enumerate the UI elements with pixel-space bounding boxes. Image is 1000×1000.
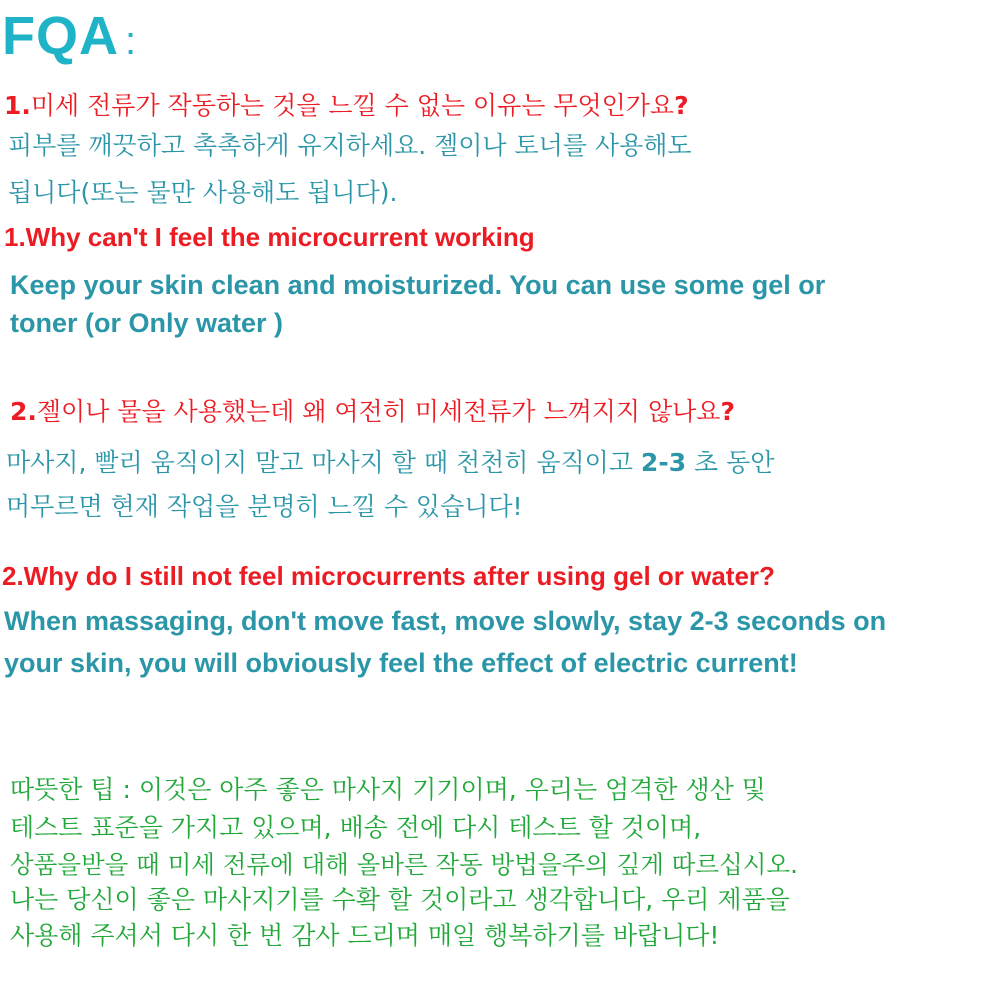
- q1-kr-answer-line1: 피부를 깨끗하고 촉촉하게 유지하세요. 젤이나 토너를 사용해도: [8, 131, 692, 160]
- q1-en-answer-line2: toner (or Only water ): [10, 308, 284, 338]
- q2-kr-question-mark: ?: [720, 397, 735, 426]
- tip-line5: 사용해 주셔서 다시 한 번 감사 드리며 매일 행복하기를 바랍니다!: [10, 921, 720, 950]
- q2-kr-answer-line2: 머무르면 현재 작업을 분명히 느낄 수 있습니다!: [6, 492, 523, 521]
- q1-kr-answer-line2: 됩니다(또는 물만 사용해도 됩니다).: [8, 178, 398, 207]
- q2-kr-answer-line1: [6, 443, 774, 479]
- q2-en-question: 2.Why do I still not feel microcurrents after using gel or water?: [2, 561, 775, 591]
- q1-kr-number: 1.: [4, 91, 31, 120]
- title-colon: :: [125, 19, 138, 63]
- q2-kr-answer-part-c: 초 동안: [686, 448, 775, 477]
- q1-kr-question: [4, 86, 689, 122]
- q1-en-answer-line1: Keep your skin clean and moisturized. You can use some gel or: [10, 270, 826, 300]
- q1-kr-question-text: 미세 전류가 작동하는 것을 느낄 수 없는 이유는 무엇인가요: [30, 91, 675, 120]
- q2-kr-answer-part-a: 마사지, 빨리 움직이지 말고 마사지 할 때 천천히 움직이고: [6, 448, 641, 477]
- tip-line2: 테스트 표준을 가지고 있으며, 배송 전에 다시 테스트 할 것이며,: [10, 813, 702, 842]
- title-text: FQA: [2, 6, 119, 66]
- q2-kr-answer-seconds: 2-3: [640, 448, 687, 477]
- tip-line3: 상품을받을 때 미세 전류에 대해 올바른 작동 방법을주의 깊게 따르십시오.: [10, 850, 798, 879]
- q2-en-answer-line2: your skin, you will obviously feel the effect of electric current!: [4, 648, 798, 678]
- q2-kr-number: 2.: [10, 397, 37, 426]
- q1-kr-question-mark: ?: [674, 91, 689, 120]
- tip-line1: 따뜻한 팁 : 이것은 아주 좋은 마사지 기기이며, 우리는 엄격한 생산 및: [10, 775, 766, 804]
- page-title: [2, 4, 1000, 73]
- q2-en-answer-line1: When massaging, don't move fast, move slowly, stay 2-3 seconds on: [4, 606, 887, 636]
- q2-kr-question-text: 젤이나 물을 사용했는데 왜 여전히 미세전류가 느껴지지 않나요: [36, 397, 721, 426]
- q1-en-question: 1.Why can't I feel the microcurrent working: [4, 222, 535, 252]
- q2-kr-question: [10, 392, 735, 428]
- tip-line4: 나는 당신이 좋은 마사지기를 수확 할 것이라고 생각합니다, 우리 제품을: [10, 885, 790, 914]
